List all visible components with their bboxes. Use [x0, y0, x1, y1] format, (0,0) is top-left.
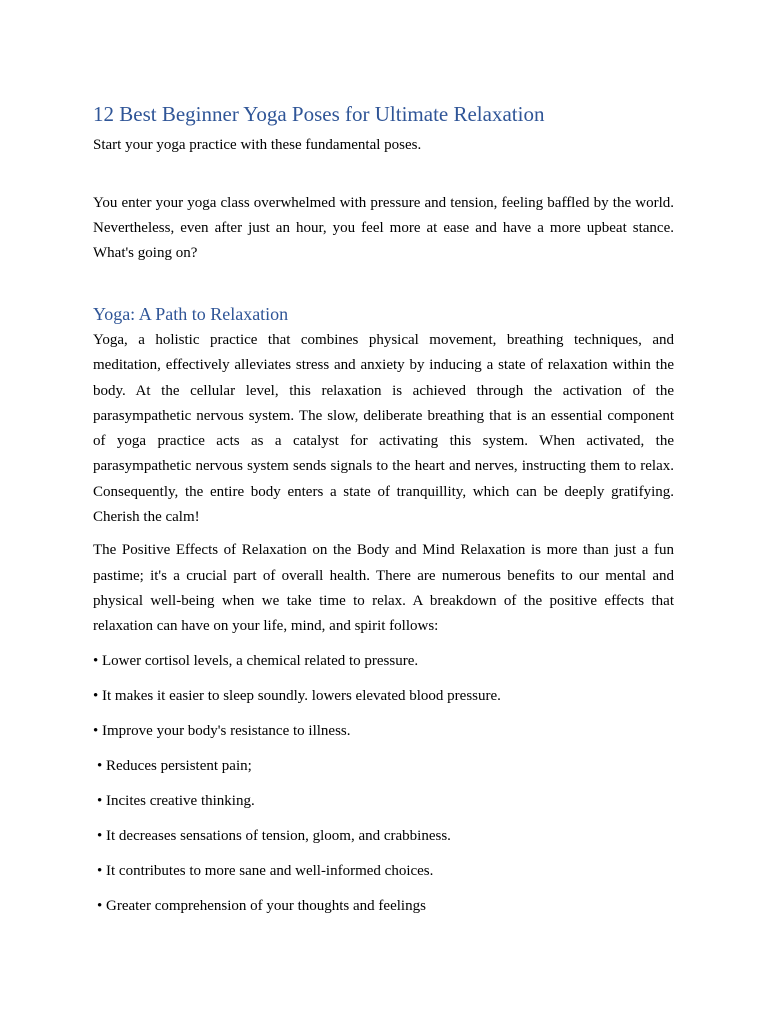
document-page [93, 100, 674, 917]
paragraph-yoga-relaxation: Yoga, a holistic practice that combines physical movement, breathing techniques, and meditation, effectively alleviates stress and anxiety by inducing a state of relaxation within the body. At the cellular level, this relaxation is achieved through the activation of the parasympathetic nervous system. The slow, deliberate breathing that is an essential component of yoga practice acts as a catalyst for activating this system. When activated, the parasympathetic nervous system sends signals to the heart and nerves, instructing them to relax. Consequently, the entire body enters a state of tranquillity, which can be deeply gratifying. Cherish the calm! [93, 332, 674, 526]
list-item: • It makes it easier to sleep soundly. lowers elevated blood pressure. [93, 687, 501, 704]
list-item: • Greater comprehension of your thoughts and feelings [97, 897, 426, 914]
list-item: • It decreases sensations of tension, gloom, and crabbiness. [97, 827, 451, 844]
list-item: • Improve your body's resistance to illness. [93, 722, 351, 739]
paragraph-positive-effects: The Positive Effects of Relaxation on the Body and Mind Relaxation is more than just a fun pastime; it's a crucial part of overall health. There are numerous benefits to our mental and physical well-being when we take time to relax. A breakdown of the positive effects that relaxation can have on your life, mind, and spirit follows: [93, 542, 674, 635]
document-title: 12 Best Beginner Yoga Poses for Ultimate Relaxation [93, 102, 545, 126]
intro-paragraph: You enter your yoga class overwhelmed with pressure and tension, feeling baffled by the world. Nevertheless, even after just an hour, you feel more at ease and have a more upbeat stance. What's going on? [93, 195, 674, 261]
list-item: • Reduces persistent pain; [97, 757, 252, 774]
benefits-list [93, 650, 674, 917]
section-heading: Yoga: A Path to Relaxation [93, 304, 289, 324]
list-item: • Incites creative thinking. [97, 792, 255, 809]
document-subtitle: Start your yoga practice with these fundamental poses. [93, 137, 422, 153]
list-item: • It contributes to more sane and well-informed choices. [97, 862, 434, 879]
list-item: • Lower cortisol levels, a chemical related to pressure. [93, 652, 419, 669]
